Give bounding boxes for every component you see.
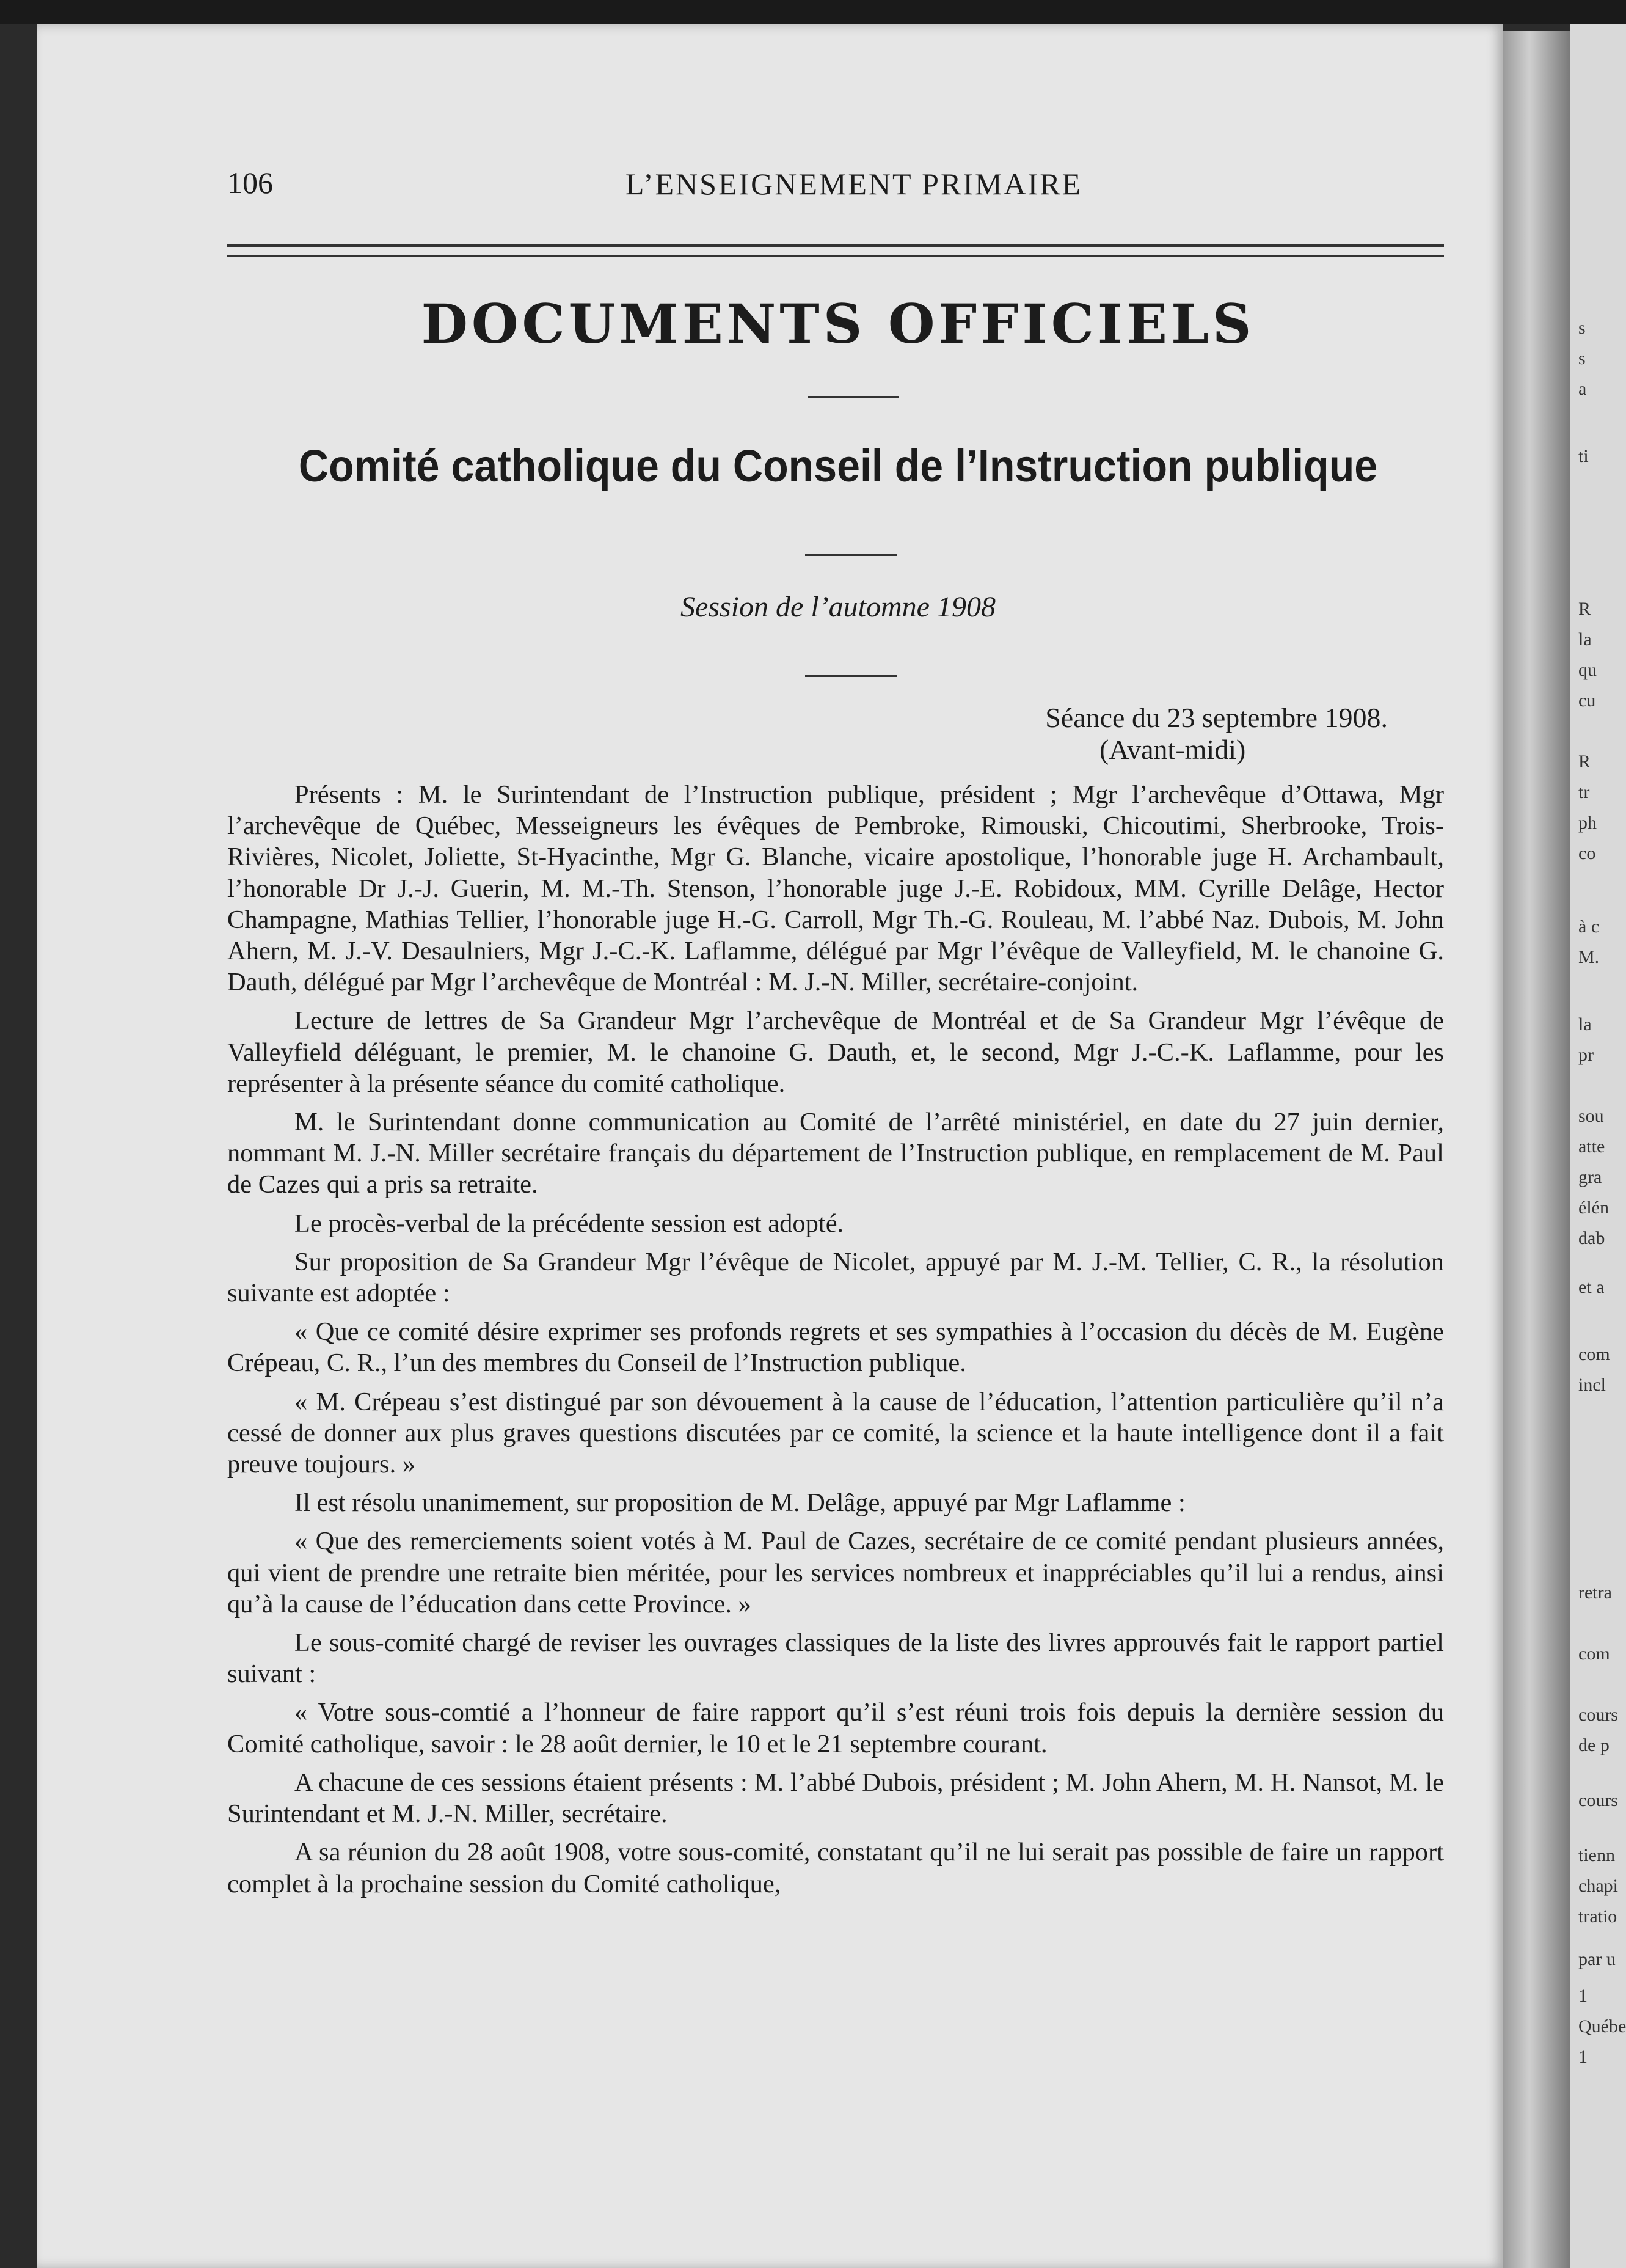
facing-page-fragment: cu [1578,690,1596,711]
facing-page-fragment: com [1578,1644,1610,1664]
facing-page-fragment: ph [1578,813,1597,833]
paragraph-proposition: Sur proposition de Sa Grandeur Mgr l’évêque de Nicolet, appuyé par M. J.-M. Tellier, C. R., la résolution suivante est adoptée : [227,1247,1444,1308]
facing-page-fragment: la [1578,1014,1592,1034]
minutes-body [227,779,1444,1907]
facing-page-fragment: gra [1578,1167,1602,1187]
facing-page-fragment: Québe [1578,2016,1626,2036]
facing-page-fragment: incl [1578,1375,1606,1395]
facing-page-fragment: s [1578,348,1586,368]
paragraph-resolved: Il est résolu unanimement, sur proposition de M. Delâge, appuyé par Mgr Laflamme : [294,1488,1186,1518]
committee-heading: Comité catholique du Conseil de l’Instruction publique [298,441,1378,491]
facing-page-fragment: sou [1578,1106,1604,1126]
facing-page-fragment: R [1578,752,1591,772]
session-subheading: Session de l’automne 1908 [680,591,996,623]
facing-page-fragment: et a [1578,1277,1605,1297]
running-header [227,165,1444,214]
facing-page-fragment: atte [1578,1136,1605,1157]
facing-page-edge [1570,24,1626,2268]
facing-page-fragment: tratio [1578,1906,1617,1926]
main-heading: DOCUMENTS OFFICIELS [421,292,1255,356]
facing-page-fragment: ti [1578,446,1589,466]
page-binding-edge [1503,31,1570,2268]
facing-page-fragment: dab [1578,1228,1605,1248]
paragraph-subcommittee: Le sous-comité chargé de reviser les ouvrages classiques de la liste des livres approuvés fait le rapport partiel suivant : [227,1628,1444,1689]
seance-date: Séance du 23 septembre 1908. [1045,702,1388,733]
divider-rule [805,675,897,677]
facing-page-fragment: de p [1578,1735,1610,1755]
facing-page-fragment: com [1578,1344,1610,1364]
facing-page-fragment: qu [1578,660,1597,680]
facing-page-fragment: par u [1578,1949,1616,1969]
paragraph-minutes-adopted: Le procès-verbal de la précédente session est adopté. [294,1209,844,1238]
divider-rule [808,396,899,398]
facing-page-fragment: 1 [1578,2047,1588,2067]
paragraph-presents: Présents : M. le Surintendant de l’Instruction publique, président ; Mgr l’archevêque d’Ottawa, Mgr l’archevêque de Québec, Messeigneurs les évêques de Pembroke, Rimouski, Chicoutimi, Sherbrooke, Trois-Rivières, Nicolet, Joliette, St-Hyacinthe, Mgr G. Blanche, vicaire apostolique, l’honorable juge H. Archambault, l’honorable Dr J.-J. Guerin, M. M.-Th. Stenson, l’honorable juge J.-E. Robidoux, MM. Cyrille Delâge, Hector Champagne, Mathias Tellier, l’honorable juge H.-G. Carroll, Mgr Th.-G. Rouleau, M. l’abbé Naz. Dubois, M. John Ahern, M. J.-V. Desaulniers, Mgr J.-C.-K. Laflamme, délégué par Mgr l’évêque de Valleyfield, M. le chanoine G. Dauth, délégué par Mgr l’archevêque de Montréal : M. J.-N. Miller, secrétaire-conjoint. [227,780,1444,997]
seance-time: (Avant-midi) [1099,734,1246,765]
facing-page-fragment: R [1578,599,1591,619]
paragraph-attendance: A chacune de ces sessions étaient présents : M. l’abbé Dubois, président ; M. John Ahern, M. H. Nansot, M. le Surintendant et M. J.-N. Miller, secrétaire. [227,1768,1444,1829]
paragraph-subcommittee-report: « Votre sous-comtié a l’honneur de faire rapport qu’il s’est réuni trois fois depuis la dernière session du Comité catholique, savoir : le 28 août dernier, le 10 et le 21 septembre courant. [227,1698,1444,1758]
facing-page-fragment: retra [1578,1582,1612,1603]
facing-page-fragment: cours [1578,1705,1618,1725]
facing-page-fragment: à c [1578,916,1600,937]
facing-page-fragment: chapi [1578,1876,1618,1896]
facing-page-fragment: s [1578,318,1586,338]
facing-page-fragment: élén [1578,1198,1609,1218]
facing-page-fragment: a [1578,379,1587,399]
paragraph-letters: Lecture de lettres de Sa Grandeur Mgr l’archevêque de Montréal et de Sa Grandeur Mgr l’évêque de Valleyfield déléguant, le premier, M. le chanoine G. Dauth, et, le second, Mgr J.-C.-K. Laflamme, pour les représenter à la présente séance du comité catholique. [227,1006,1444,1098]
running-title: L’ENSEIGNEMENT PRIMAIRE [625,167,1083,201]
paragraph-resolution-crepeau: « M. Crépeau s’est distingué par son dévouement à la cause de l’éducation, l’attention particulière qu’il n’a cessé de donner aux plus graves questions discutées par ce comité, la science et la haute intelligence dont il a fait preuve toujours. » [227,1387,1444,1479]
facing-page-fragment: pr [1578,1045,1594,1065]
page-number: 106 [227,166,273,200]
facing-page-fragment: co [1578,843,1596,863]
facing-page-fragment: M. [1578,947,1600,967]
paragraph-appointment: M. le Surintendant donne communication au Comité de l’arrêté ministériel, en date du 27 juin dernier, nommant M. J.-N. Miller secrétaire français du département de l’Instruction publique, en remplacement de M. Paul de Cazes qui a pris sa retraite. [227,1108,1444,1199]
scan-border [0,0,1626,24]
paragraph-thanks: « Que des remerciements soient votés à M. Paul de Cazes, secrétaire de ce comité pendant plusieurs années, qui vient de prendre une retraite bien méritée, pour les services nombreux et inappréciables qu’il lui a rendus, ainsi qu’à la cause de l’éducation dans cette Province. » [227,1527,1444,1619]
divider-rule [805,554,897,556]
facing-page-fragment: la [1578,629,1592,649]
facing-page-fragment: cours [1578,1790,1618,1810]
paragraph-resolution-condolence: « Que ce comité désire exprimer ses profonds regrets et ses sympathies à l’occasion du décès de M. Eugène Crépeau, C. R., l’un des membres du Conseil de l’Instruction publique. [227,1317,1444,1378]
facing-page-fragment: tr [1578,782,1590,802]
header-double-rule [227,244,1444,257]
paragraph-meeting: A sa réunion du 28 août 1908, votre sous-comité, constatant qu’il ne lui serait pas possible de faire un rapport complet à la prochaine session du Comité catholique, [227,1838,1444,1898]
facing-page-fragment: tienn [1578,1845,1615,1865]
facing-page-fragment: 1 [1578,1986,1588,2006]
